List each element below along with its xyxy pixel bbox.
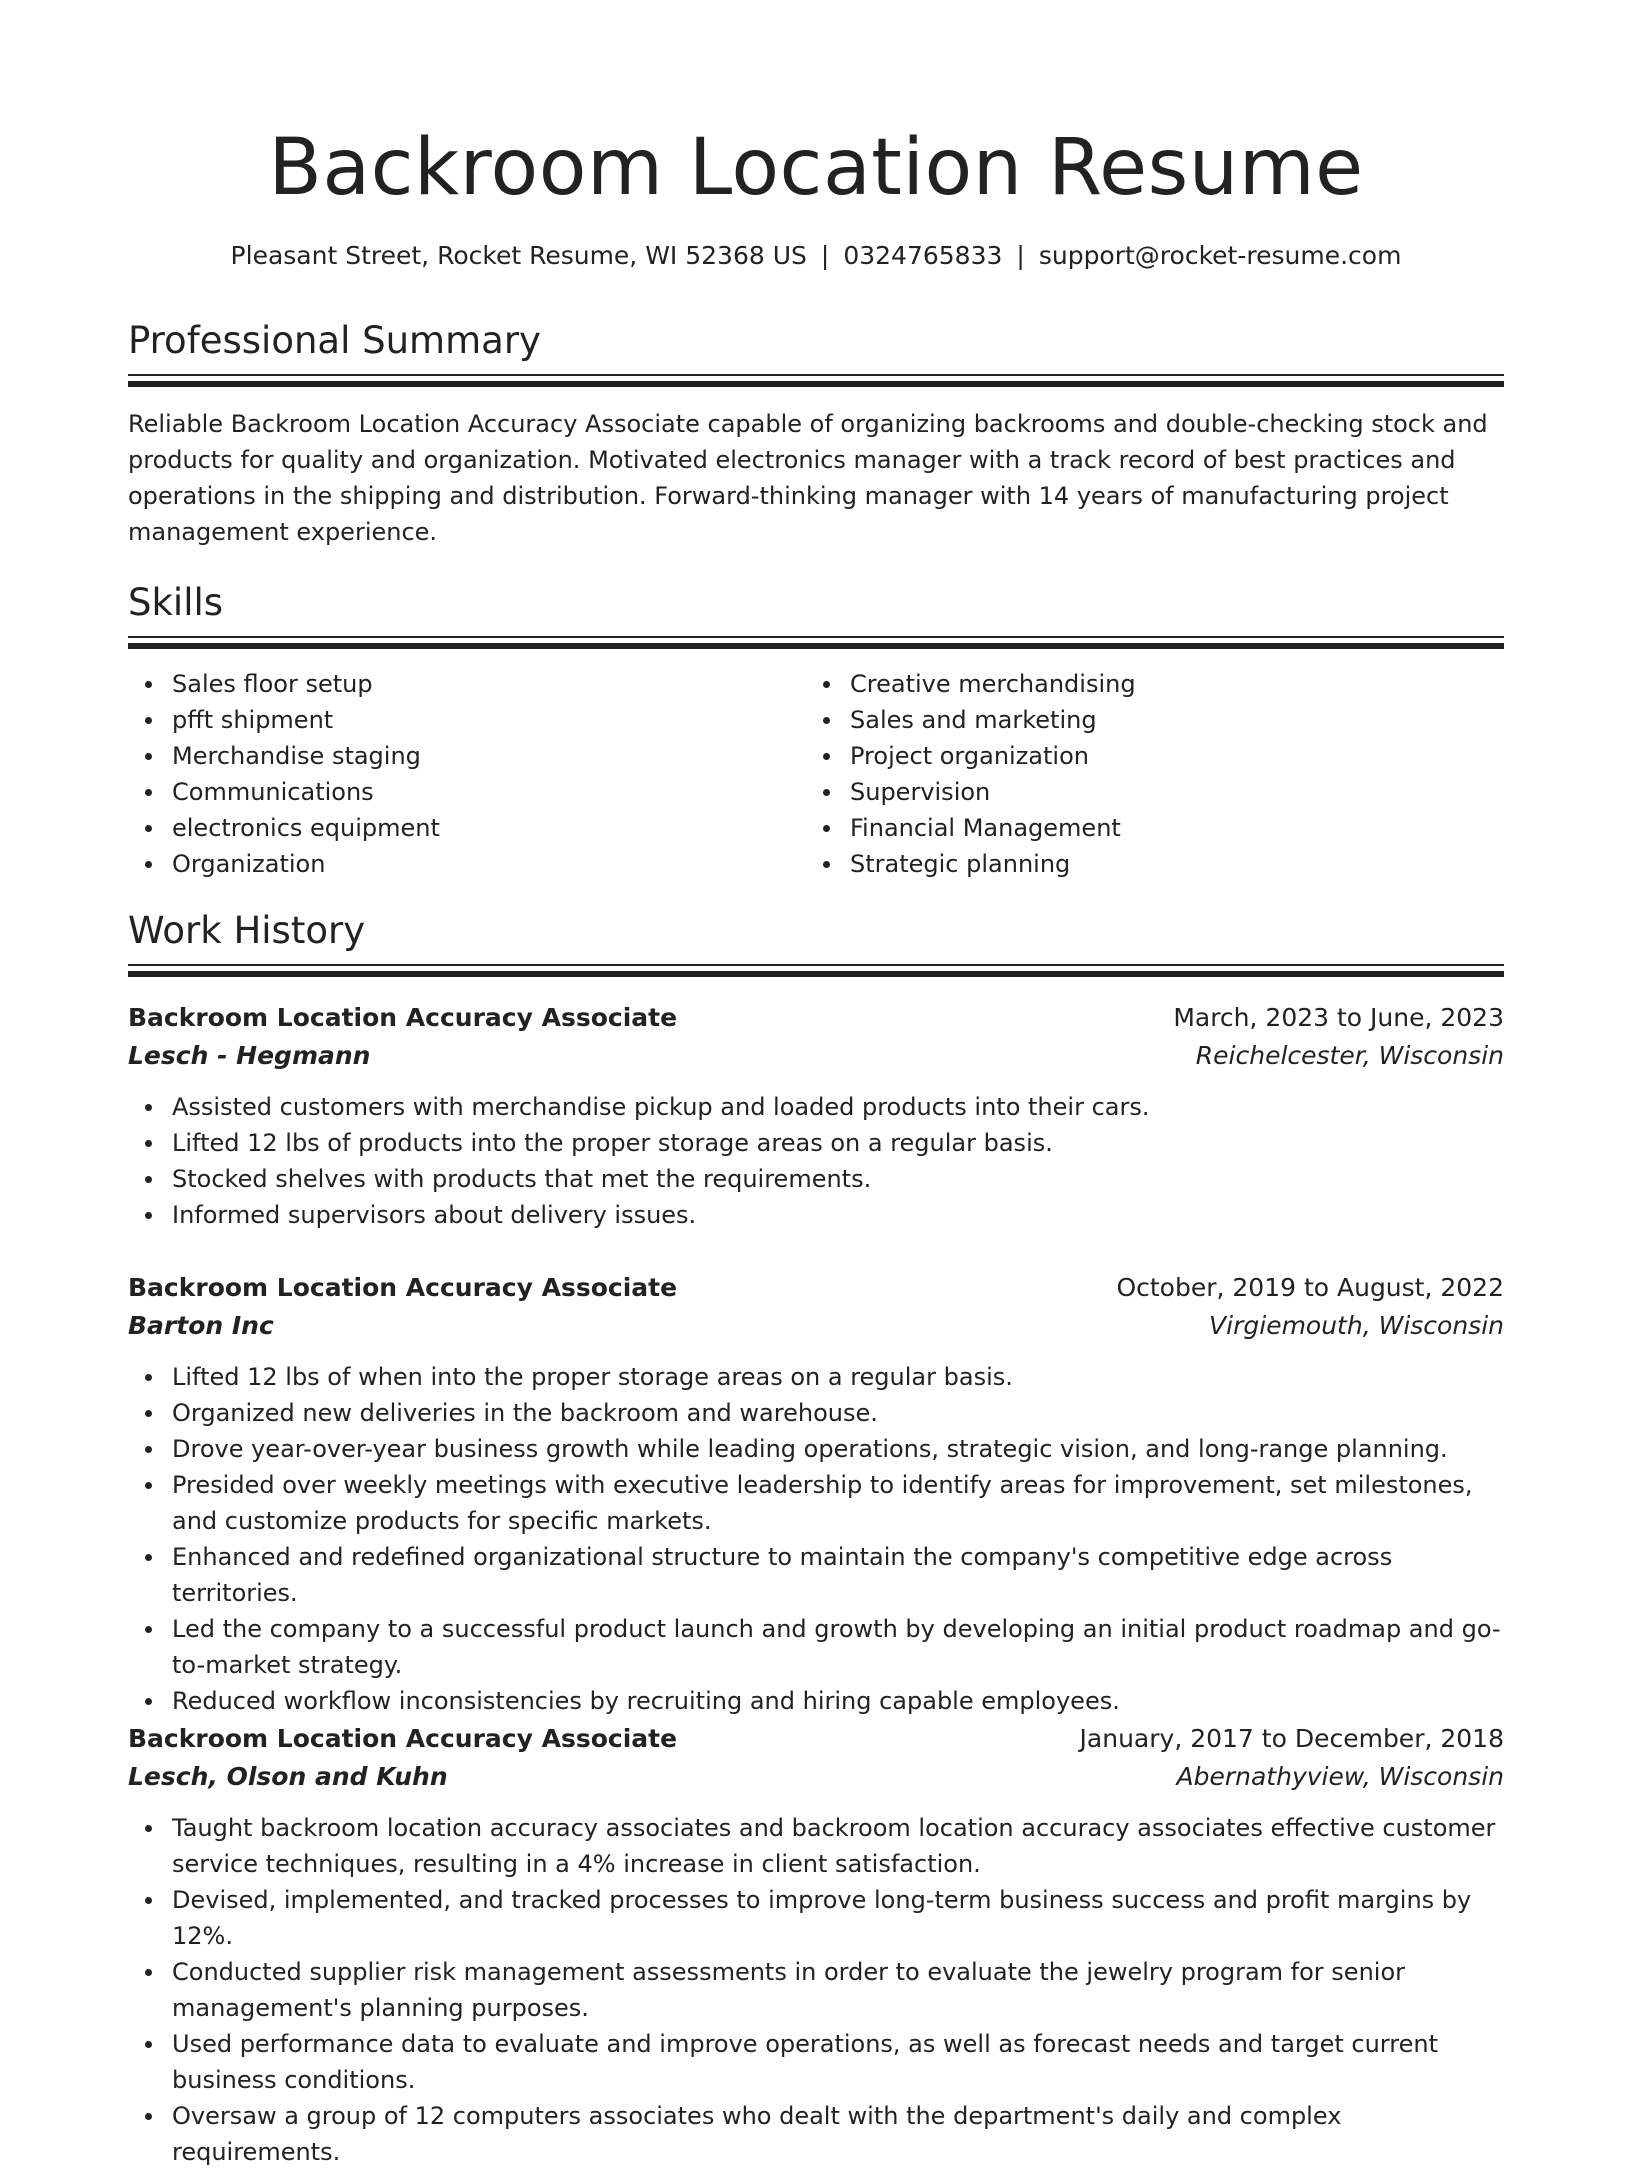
job-company: Barton Inc: [128, 1311, 274, 1340]
job-bullet: Informed supervisors about delivery issues.: [172, 1197, 1504, 1233]
job-entry: [128, 999, 1504, 1233]
job-company: Lesch, Olson and Kuhn: [128, 1762, 448, 1791]
skill-item: Strategic planning: [850, 846, 1446, 882]
skill-item: Sales and marketing: [850, 702, 1446, 738]
skill-item: Supervision: [850, 774, 1446, 810]
job-location: Reichelcester, Wisconsin: [1195, 1041, 1504, 1070]
contact-line: [128, 238, 1504, 274]
skill-item: pfft shipment: [172, 702, 768, 738]
section-divider: [128, 971, 1504, 977]
job-bullet: Devised, implemented, and tracked processes to improve long-term business success and profit margins by 12%.: [172, 1882, 1504, 1954]
job-bullet: Oversaw a group of 12 computers associates who dealt with the department's daily and complex requirements.: [172, 2098, 1504, 2170]
skill-item: Project organization: [850, 738, 1446, 774]
job-title: Backroom Location Accuracy Associate: [128, 1273, 678, 1302]
contact-email: support@rocket-resume.com: [1038, 241, 1402, 270]
summary-section-header: [128, 316, 1504, 387]
job-title: Backroom Location Accuracy Associate: [128, 1724, 678, 1753]
job-bullet: Conducted supplier risk management assessments in order to evaluate the jewelry program for senior management's planning purposes.: [172, 1954, 1504, 2026]
skill-item: Merchandise staging: [172, 738, 768, 774]
job-entry: [128, 1269, 1504, 1719]
skills-column-left: [128, 666, 768, 882]
skills-heading: Skills: [128, 581, 224, 624]
work-section-header: [128, 906, 1504, 977]
skill-item: electronics equipment: [172, 810, 768, 846]
section-divider: [128, 643, 1504, 649]
skills-column-right: [806, 666, 1446, 882]
work-heading: Work History: [128, 909, 366, 952]
skill-item: Creative merchandising: [850, 666, 1446, 702]
job-bullet: Led the company to a successful product launch and growth by developing an initial product roadmap and go-to-market strategy.: [172, 1611, 1504, 1683]
contact-phone: 0324765833: [843, 241, 1003, 270]
job-bullets: [128, 1359, 1504, 1719]
job-bullet: Reduced workflow inconsistencies by recruiting and hiring capable employees.: [172, 1683, 1504, 1719]
job-location: Abernathyview, Wisconsin: [1176, 1762, 1504, 1791]
job-bullet: Stocked shelves with products that met the requirements.: [172, 1161, 1504, 1197]
contact-separator: |: [1016, 241, 1025, 270]
job-dates: October, 2019 to August, 2022: [1116, 1273, 1504, 1302]
section-divider: [128, 381, 1504, 387]
job-bullet: Lifted 12 lbs of when into the proper storage areas on a regular basis.: [172, 1359, 1504, 1395]
contact-separator: |: [820, 241, 830, 270]
job-entry: [128, 1720, 1504, 2170]
job-bullets: [128, 1089, 1504, 1233]
resume-title: Backroom Location Resume: [268, 123, 1364, 213]
skill-item: Financial Management: [850, 810, 1446, 846]
contact-address: Pleasant Street, Rocket Resume, WI 52368 US: [230, 241, 807, 270]
job-bullet: Organized new deliveries in the backroom and warehouse.: [172, 1395, 1504, 1431]
skill-item: Organization: [172, 846, 768, 882]
job-dates: March, 2023 to June, 2023: [1173, 1003, 1504, 1032]
skill-item: Communications: [172, 774, 768, 810]
job-bullet: Taught backroom location accuracy associates and backroom location accuracy associates effective customer service techniques, resulting in a 4% increase in client satisfaction.: [172, 1810, 1504, 1882]
job-bullet: Enhanced and redefined organizational structure to maintain the company's competitive edge across territories.: [172, 1539, 1504, 1611]
section-divider: [128, 964, 1504, 966]
section-divider: [128, 636, 1504, 638]
skills-section-header: [128, 578, 1504, 649]
job-bullet: Lifted 12 lbs of products into the proper storage areas on a regular basis.: [172, 1125, 1504, 1161]
summary-text: Reliable Backroom Location Accuracy Associate capable of organizing backrooms and double-checking stock and products for quality and organization. Motivated electronics manager with a track record of best practices and operations in the shipping and distribution. Forward-thinking manager with 14 years of manufacturing project management experience.: [128, 410, 1488, 546]
job-bullet: Presided over weekly meetings with executive leadership to identify areas for improvement, set milestones, and customize products for specific markets.: [172, 1467, 1504, 1539]
job-location: Virgiemouth, Wisconsin: [1209, 1311, 1504, 1340]
job-bullet: Used performance data to evaluate and improve operations, as well as forecast needs and target current business conditions.: [172, 2026, 1504, 2098]
job-dates: January, 2017 to December, 2018: [1079, 1724, 1504, 1753]
skill-item: Sales floor setup: [172, 666, 768, 702]
job-title: Backroom Location Accuracy Associate: [128, 1003, 678, 1032]
summary-heading: Professional Summary: [128, 319, 541, 362]
job-bullet: Drove year-over-year business growth while leading operations, strategic vision, and long-range planning.: [172, 1431, 1504, 1467]
job-bullet: Assisted customers with merchandise pickup and loaded products into their cars.: [172, 1089, 1504, 1125]
job-bullets: [128, 1810, 1504, 2170]
job-company: Lesch - Hegmann: [128, 1041, 371, 1070]
section-divider: [128, 374, 1504, 376]
